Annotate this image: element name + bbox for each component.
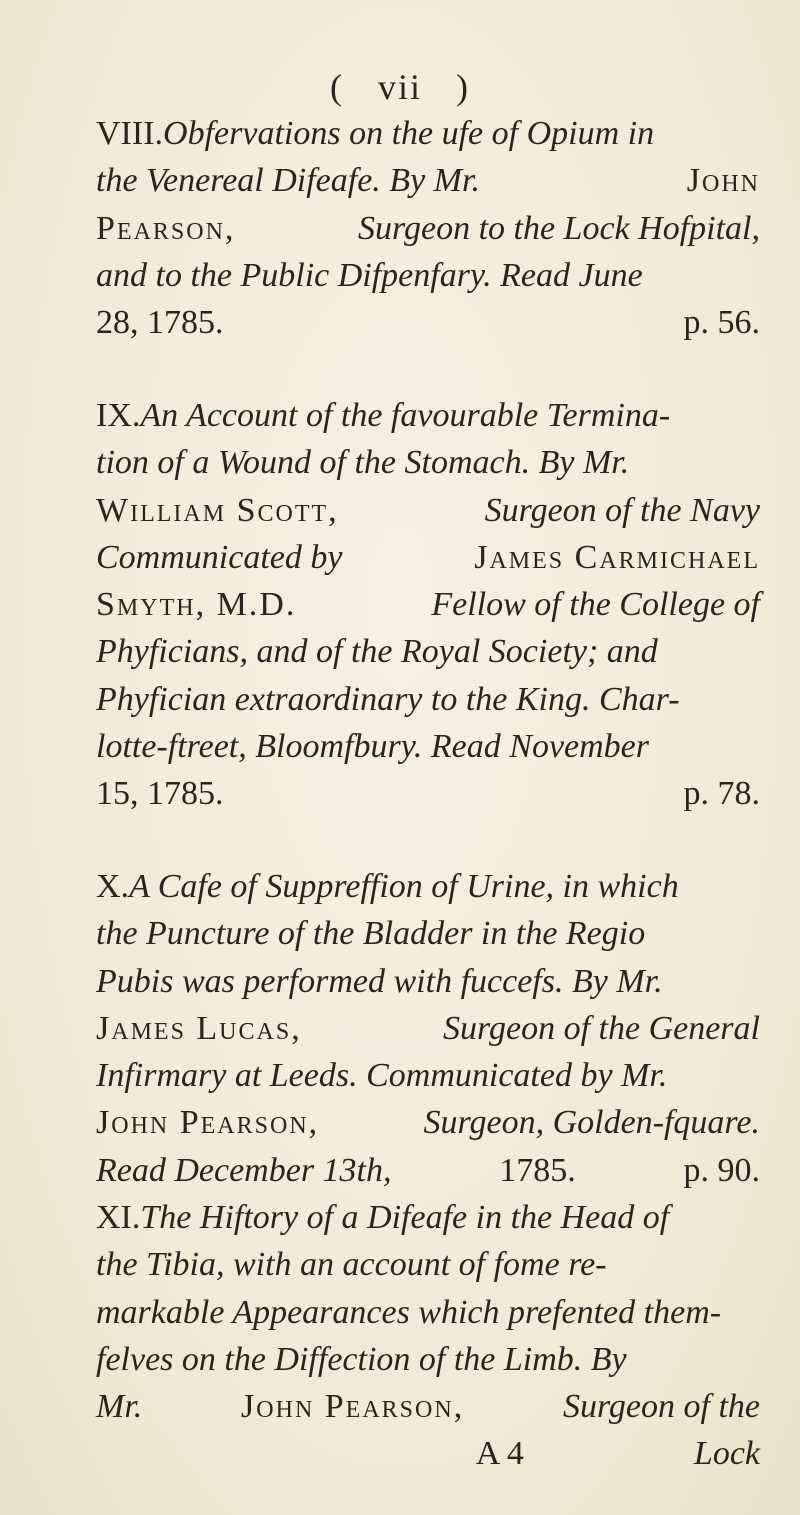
entry-text: Fellow of the College of: [431, 586, 760, 624]
entry-text: Surgeon of the Navy: [484, 491, 760, 529]
entry-line: [96, 958, 760, 1005]
entry-text: Surgeon of the General: [443, 1009, 760, 1047]
entry-text: the Puncture of the Bladder in the Regio: [96, 915, 646, 953]
entry-text: Pubis was performed with fuccefs. By Mr.: [96, 962, 663, 1000]
entry-line: [96, 1383, 760, 1430]
entry-line: [96, 1147, 760, 1194]
read-date-label: Read December 13th,: [96, 1151, 392, 1189]
entry-text: An Account of the favourable Termina-: [140, 397, 671, 434]
entry-text: Communicated by: [96, 538, 343, 576]
entry-number: VIII.: [96, 115, 164, 152]
author-name: John: [686, 162, 760, 200]
author-name: John Pearson,: [96, 1104, 320, 1142]
entry-line: [96, 439, 760, 486]
footer-line: [96, 1430, 760, 1477]
entry-line: [96, 1241, 760, 1288]
entry-text: tion of a Wound of the Stomach. By Mr.: [96, 444, 630, 482]
entry-text: Phyficians, and of the Royal Society; and: [96, 633, 658, 671]
entry-text: Obfervations on the ufe of Opium in: [163, 115, 655, 152]
entry-line: [96, 1005, 760, 1052]
author-name: Pearson,: [96, 209, 236, 247]
entry-line: [96, 676, 760, 723]
entry-line: [96, 770, 760, 817]
entry-text: Phyfician extraordinary to the King. Char-: [96, 680, 680, 718]
entry-line: [96, 628, 760, 675]
entry-text: Surgeon, Golden-fquare.: [423, 1104, 760, 1142]
entry-ix: [96, 392, 760, 818]
entry-text: lotte-ftreet, Bloomfbury. Read November: [96, 728, 649, 766]
page-reference: p. 90.: [683, 1151, 760, 1189]
entry-text: felves on the Diffection of the Limb. By: [96, 1340, 627, 1378]
entry-line: [96, 392, 760, 439]
page-reference: p. 78.: [683, 775, 760, 813]
read-date: 15, 1785.: [96, 775, 224, 813]
author-name: John Pearson,: [241, 1388, 465, 1426]
entry-line: [96, 1052, 760, 1099]
entry-line: [96, 534, 760, 581]
entry-line: [96, 157, 760, 204]
entry-x: [96, 863, 760, 1194]
entry-line: [96, 487, 760, 534]
entry-line: [96, 581, 760, 628]
entry-text: Surgeon of the: [562, 1388, 760, 1426]
author-name: Smyth, M.D.: [96, 586, 297, 624]
page-reference: p. 56.: [683, 304, 760, 342]
entry-text: markable Appearances which prefented them-: [96, 1293, 722, 1331]
author-name: James Lucas,: [96, 1009, 302, 1047]
entry-number: IX.: [96, 397, 141, 434]
entry-text: Mr.: [96, 1388, 143, 1426]
entry-line: [96, 1336, 760, 1383]
entry-line: [96, 110, 760, 157]
entry-text: Surgeon to the Lock Hofpital,: [358, 209, 760, 247]
entry-text: and to the Public Difpenfary. Read June: [96, 256, 643, 294]
entry-line: [96, 1194, 760, 1241]
entry-number: XI.: [96, 1199, 141, 1236]
catchword: Lock: [693, 1435, 760, 1473]
entry-line: [96, 1289, 760, 1336]
entry-text: the Venereal Difeafe. By Mr.: [96, 162, 480, 200]
entry-text: Infirmary at Leeds. Communicated by Mr.: [96, 1057, 668, 1095]
entry-line: [96, 205, 760, 252]
signature-mark: A 4: [475, 1435, 524, 1473]
author-name: William Scott,: [96, 491, 339, 529]
folio-open-paren: (: [329, 67, 344, 107]
author-name: James Carmichael: [474, 538, 760, 576]
page-folio: [0, 66, 800, 108]
folio-number: vii: [377, 67, 422, 107]
entry-text: the Tibia, with an account of fome re-: [96, 1246, 607, 1284]
folio-close-paren: ): [456, 67, 470, 107]
entry-line: [96, 299, 760, 346]
entry-text: The Hiftory of a Difeafe in the Head of: [140, 1199, 670, 1236]
entry-line: [96, 1099, 760, 1146]
entry-line: [96, 863, 760, 910]
entry-line: [96, 910, 760, 957]
entry-viii: [96, 110, 760, 346]
entry-line: [96, 723, 760, 770]
entry-text: A Cafe of Suppreffion of Urine, in which: [129, 868, 679, 905]
entry-xi: [96, 1194, 760, 1478]
entry-number: X.: [96, 868, 130, 905]
entry-line: [96, 252, 760, 299]
read-date: 1785.: [499, 1151, 576, 1189]
read-date: 28, 1785.: [96, 304, 224, 342]
